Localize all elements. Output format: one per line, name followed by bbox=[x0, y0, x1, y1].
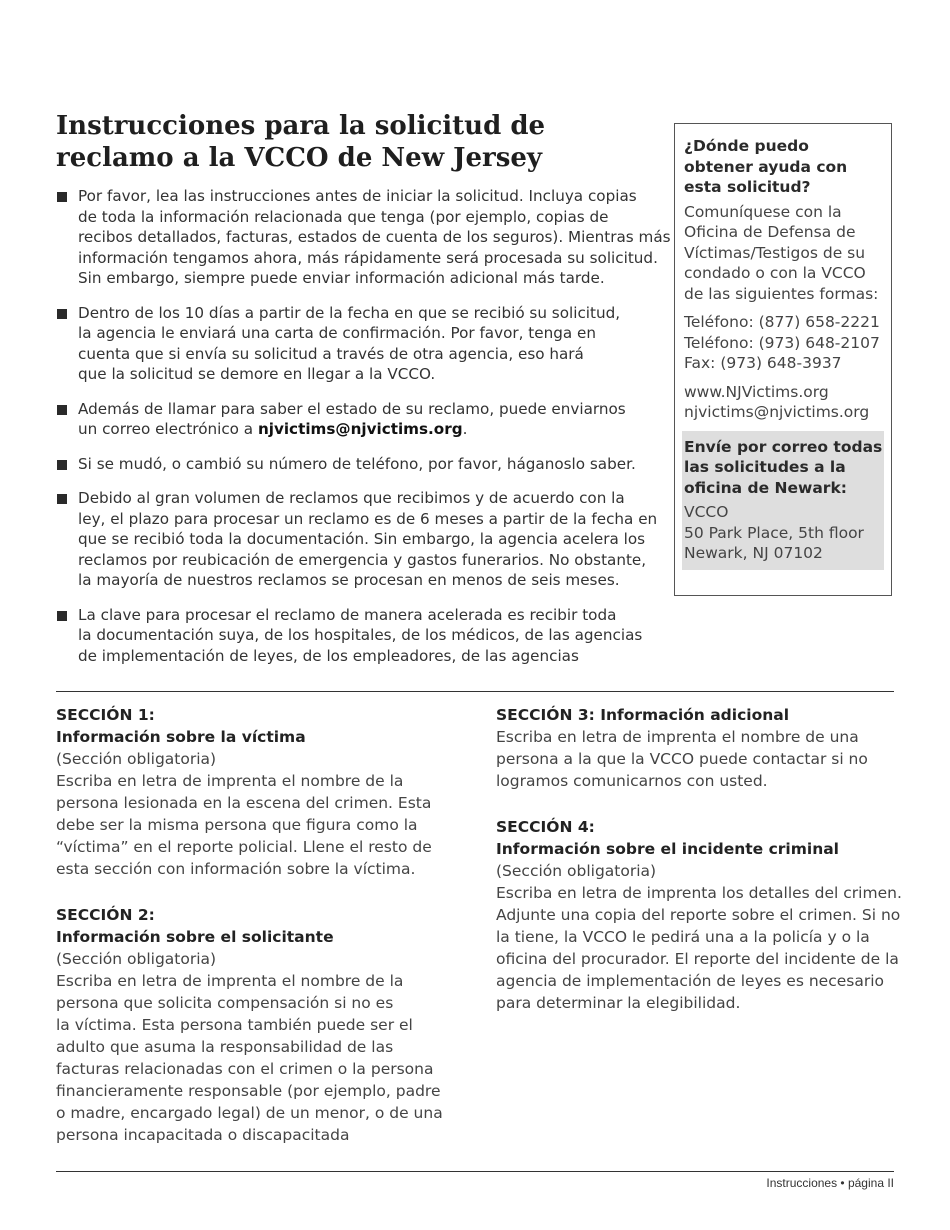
instruction-item bbox=[56, 488, 656, 591]
section-text bbox=[496, 726, 896, 792]
website-link[interactable]: www.NJVictims.org bbox=[684, 382, 829, 401]
text-line: de las siguientes formas: bbox=[684, 284, 879, 303]
text-line: Escriba en letra de imprenta los detalles del crimen. bbox=[496, 884, 902, 902]
section-number: SECCIÓN 2: bbox=[56, 906, 155, 924]
text-line: de implementación de leyes, de los empleadores, de las agencias bbox=[78, 646, 579, 665]
text-line: que se recibió toda la documentación. Sin embargo, la agencia acelera los bbox=[78, 530, 646, 548]
text-line: para determinar la elegibilidad. bbox=[496, 994, 741, 1012]
bullet-square-icon bbox=[57, 460, 67, 470]
page-title bbox=[56, 110, 656, 174]
text-line: Dentro de los 10 días a partir de la fecha en que se recibió su solicitud, bbox=[78, 303, 621, 322]
instruction-item bbox=[56, 399, 656, 440]
text-line: oficina del procurador. El reporte del incidente de la bbox=[496, 950, 899, 968]
text-line: la mayoría de nuestros reclamos se procesan en menos de seis meses. bbox=[78, 571, 620, 589]
footer-divider bbox=[56, 1171, 894, 1172]
help-contact-text bbox=[684, 202, 882, 305]
text-line: (Sección obligatoria) bbox=[56, 750, 217, 768]
heading-line: las solicitudes a la bbox=[684, 458, 846, 476]
instruction-item bbox=[56, 454, 656, 475]
text-line: que la solicitud se demore en llegar a la VCCO. bbox=[78, 365, 436, 383]
text-line: la tiene, la VCCO le pedirá una a la policía y o la bbox=[496, 928, 870, 946]
text-line: la víctima. Esta persona también puede ser el bbox=[56, 1016, 413, 1034]
mailing-address-box bbox=[682, 431, 884, 570]
phone-number[interactable]: Teléfono: (877) 658-2221 bbox=[684, 313, 880, 331]
email-link[interactable]: njvictims@njvictims.org bbox=[684, 403, 870, 421]
text-line: agencia de implementación de leyes es necesario bbox=[496, 972, 884, 990]
bullet-square-icon bbox=[57, 309, 67, 319]
page-footer: Instrucciones • página II bbox=[766, 1176, 894, 1190]
text-line: de toda la información relacionada que tenga (por ejemplo, copias de bbox=[78, 207, 609, 226]
text-fragment: . bbox=[462, 420, 468, 438]
text-line: “víctima” en el reporte policial. Llene el resto de bbox=[56, 838, 432, 856]
text-line: Sin embargo, siempre puede enviar información adicional más tarde. bbox=[78, 269, 605, 287]
text-line: persona incapacitada o discapacitada bbox=[56, 1126, 350, 1144]
help-phone-numbers bbox=[684, 312, 882, 374]
instruction-item bbox=[56, 605, 656, 667]
instruction-list bbox=[56, 186, 671, 680]
text-line: Debido al gran volumen de reclamos que recibimos y de acuerdo con la bbox=[78, 489, 625, 507]
section-divider bbox=[56, 691, 894, 692]
section-2 bbox=[56, 904, 456, 1146]
text-line: Comuníquese con la bbox=[684, 202, 842, 221]
instruction-item bbox=[56, 303, 656, 385]
address-line: Newark, NJ 07102 bbox=[684, 544, 823, 562]
title-line-2: reclamo a la VCCO de New Jersey bbox=[56, 143, 542, 173]
text-line: recibos detallados, facturas, estados de cuenta de los seguros). Mientras más bbox=[78, 228, 671, 246]
section-1 bbox=[56, 704, 456, 880]
bullet-square-icon bbox=[57, 611, 67, 621]
text-line: ley, el plazo para procesar un reclamo es de 6 meses a partir de la fecha en bbox=[78, 509, 658, 528]
right-column bbox=[496, 704, 902, 1034]
phone-number[interactable]: Teléfono: (973) 648-2107 bbox=[684, 333, 880, 352]
text-line: facturas relacionadas con el crimen o la persona bbox=[56, 1060, 434, 1078]
section-number: SECCIÓN 4: bbox=[496, 818, 595, 836]
heading-line: oficina de Newark: bbox=[684, 478, 847, 497]
help-web-links bbox=[684, 382, 882, 423]
section-4 bbox=[496, 816, 902, 1014]
fax-number: Fax: (973) 648-3937 bbox=[684, 354, 842, 372]
title-line-1: Instrucciones para la solicitud de bbox=[56, 111, 546, 141]
bullet-square-icon bbox=[57, 494, 67, 504]
text-line: Escriba en letra de imprenta el nombre de una bbox=[496, 728, 859, 746]
help-sidebar bbox=[674, 123, 892, 596]
address-line: VCCO bbox=[684, 503, 729, 521]
text-line: Escriba en letra de imprenta el nombre de la bbox=[56, 772, 404, 790]
text-line: persona a la que la VCCO puede contactar si no bbox=[496, 750, 868, 768]
section-3 bbox=[496, 704, 896, 792]
section-title: Información sobre la víctima bbox=[56, 728, 306, 746]
heading-line: obtener ayuda con bbox=[684, 157, 848, 176]
section-text bbox=[56, 748, 456, 880]
text-fragment: un correo electrónico a bbox=[78, 420, 258, 438]
text-line: Oficina de Defensa de bbox=[684, 223, 856, 241]
text-line: la documentación suya, de los hospitales, de los médicos, de las agencias bbox=[78, 626, 643, 644]
mail-heading bbox=[684, 437, 882, 499]
text-line: (Sección obligatoria) bbox=[496, 862, 657, 880]
text-line: información tengamos ahora, más rápidamente será procesada su solicitud. bbox=[78, 248, 658, 267]
text-line: persona que solicita compensación si no es bbox=[56, 994, 394, 1012]
left-column bbox=[56, 704, 456, 1166]
section-text bbox=[496, 860, 902, 1014]
email-link[interactable]: njvictims@njvictims.org bbox=[257, 420, 463, 438]
text-line: adulto que asuma la responsabilidad de las bbox=[56, 1038, 394, 1056]
section-text bbox=[56, 948, 456, 1146]
help-heading bbox=[684, 136, 882, 198]
text-line: o madre, encargado legal) de un menor, o de una bbox=[56, 1104, 443, 1122]
text-line: reclamos por reubicación de emergencia y gastos funerarios. No obstante, bbox=[78, 550, 647, 569]
text-line: cuenta que si envía su solicitud a través de otra agencia, eso hará bbox=[78, 344, 584, 363]
text-line: la agencia le enviará una carta de confirmación. Por favor, tenga en bbox=[78, 324, 596, 342]
heading-line: Envíe por correo todas bbox=[684, 437, 883, 456]
text-line: Si se mudó, o cambió su número de teléfono, por favor, háganoslo saber. bbox=[78, 454, 636, 473]
text-line: La clave para procesar el reclamo de manera acelerada es recibir toda bbox=[78, 605, 617, 624]
section-title: Información sobre el solicitante bbox=[56, 928, 334, 946]
heading-line: esta solicitud? bbox=[684, 178, 811, 196]
address-line: 50 Park Place, 5th floor bbox=[684, 523, 864, 542]
text-line: (Sección obligatoria) bbox=[56, 950, 217, 968]
mailing-address bbox=[684, 502, 882, 564]
text-line: Adjunte una copia del reporte sobre el crimen. Si no bbox=[496, 906, 901, 924]
text-line: condado o con la VCCO bbox=[684, 264, 866, 282]
section-number: SECCIÓN 1: bbox=[56, 706, 155, 724]
instruction-item bbox=[56, 186, 671, 289]
text-line: esta sección con información sobre la víctima. bbox=[56, 860, 416, 878]
text-line: financieramente responsable (por ejemplo, padre bbox=[56, 1082, 441, 1100]
text-line: debe ser la misma persona que figura como la bbox=[56, 816, 418, 834]
text-line: Además de llamar para saber el estado de su reclamo, puede enviarnos bbox=[78, 399, 626, 418]
heading-line: ¿Dónde puedo bbox=[684, 137, 809, 155]
text-line: Por favor, lea las instrucciones antes de iniciar la solicitud. Incluya copias bbox=[78, 187, 637, 205]
section-title: Información sobre el incidente criminal bbox=[496, 840, 839, 858]
section-title: SECCIÓN 3: Información adicional bbox=[496, 706, 790, 724]
text-line: Víctimas/Testigos de su bbox=[684, 243, 866, 262]
text-line: Escriba en letra de imprenta el nombre de la bbox=[56, 972, 404, 990]
text-line: persona lesionada en la escena del crimen. Esta bbox=[56, 794, 432, 812]
text-line: logramos comunicarnos con usted. bbox=[496, 772, 768, 790]
bullet-square-icon bbox=[57, 192, 67, 202]
text-line bbox=[78, 419, 656, 440]
bullet-square-icon bbox=[57, 405, 67, 415]
